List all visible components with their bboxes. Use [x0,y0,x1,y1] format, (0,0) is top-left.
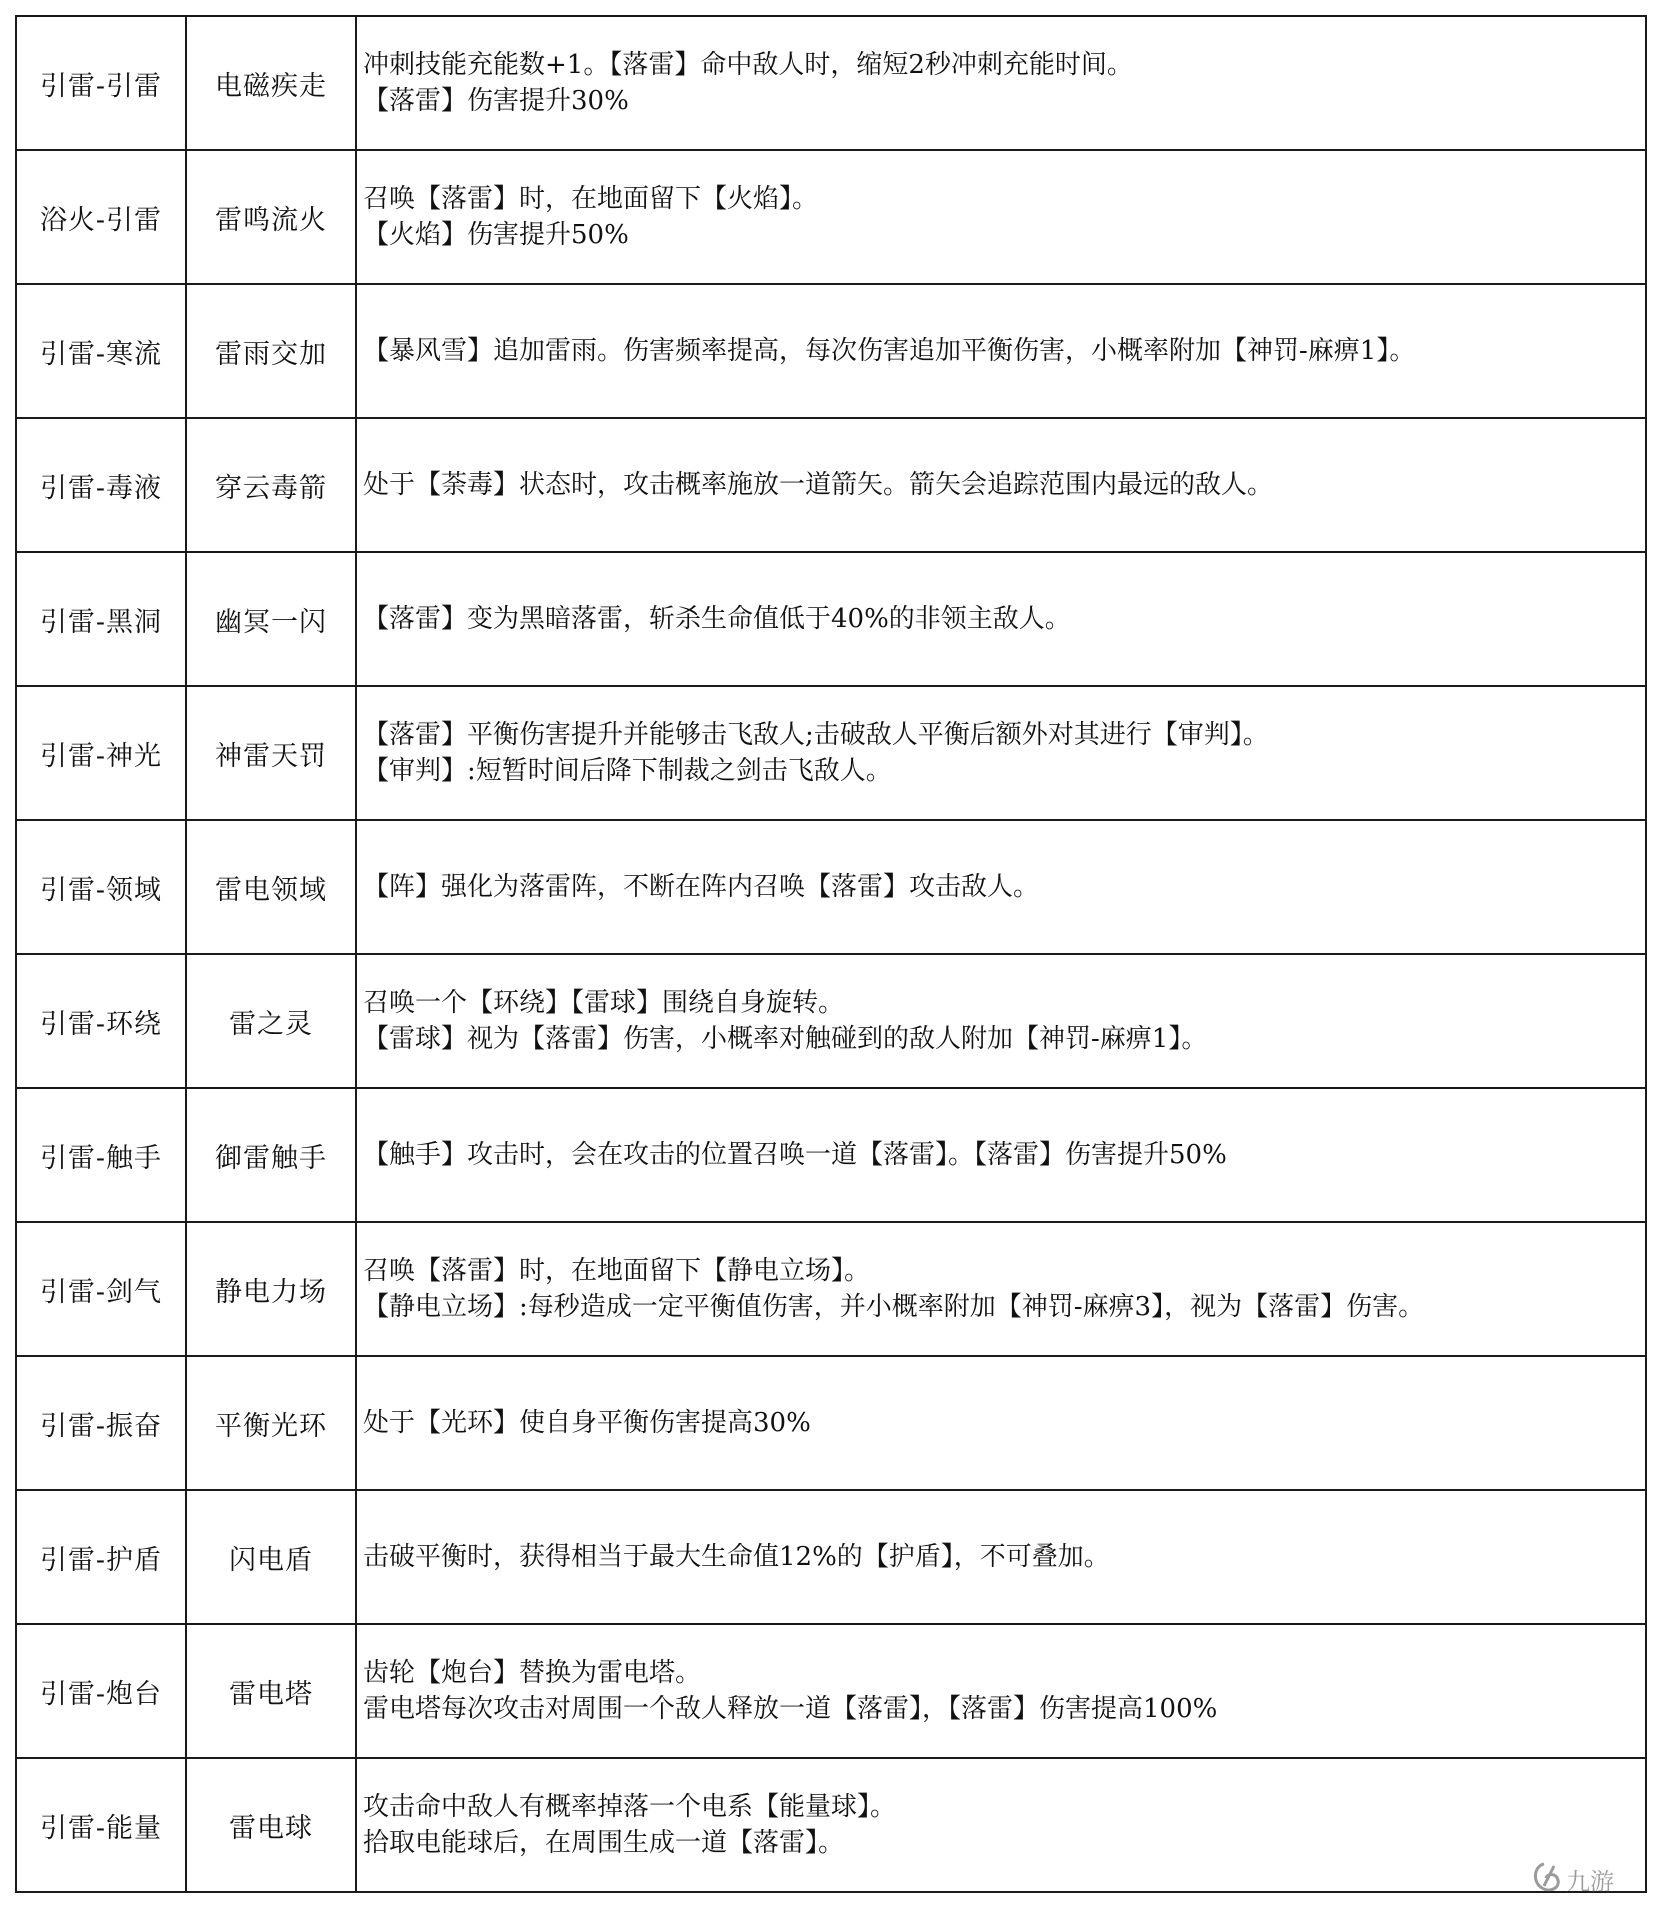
combo-cell: 浴火-引雷 [16,150,186,284]
skill-name-cell: 穿云毒箭 [186,418,356,552]
skill-name-cell: 闪电盾 [186,1490,356,1624]
table-row [16,1758,1646,1892]
skill-name-cell: 电磁疾走 [186,16,356,150]
description-line: 【审判】:短暂时间后降下制裁之剑击飞敌人。 [363,756,892,786]
description-cell [356,150,1646,284]
skill-name-cell: 神雷天罚 [186,686,356,820]
combo-cell: 引雷-引雷 [16,16,186,150]
description-cell [356,1490,1646,1624]
skill-name-cell: 雷电球 [186,1758,356,1892]
description-cell [356,552,1646,686]
skill-name-cell: 雷之灵 [186,954,356,1088]
description-cell [356,954,1646,1088]
skill-name-cell: 静电力场 [186,1222,356,1356]
description-line: 击破平衡时，获得相当于最大生命值12%的【护盾】，不可叠加。 [363,1542,1110,1572]
description-line: 攻击命中敌人有概率掉落一个电系【能量球】。 [363,1792,897,1822]
combo-cell: 引雷-环绕 [16,954,186,1088]
description-line: 召唤【落雷】时，在地面留下【火焰】。 [363,184,819,214]
description-line: 【雷球】视为【落雷】伤害，小概率对触碰到的敌人附加【神罚-麻痹1】。 [363,1024,1208,1054]
combo-table [15,15,1647,1893]
table-row [16,1624,1646,1758]
description-line: 【落雷】变为黑暗落雷，斩杀生命值低于40%的非领主敌人。 [363,604,1071,634]
description-line: 处于【光环】使自身平衡伤害提高30% [363,1408,811,1438]
description-line: 【阵】强化为落雷阵，不断在阵内召唤【落雷】攻击敌人。 [363,872,1040,902]
table-row [16,16,1646,150]
table-row [16,418,1646,552]
combo-cell: 引雷-毒液 [16,418,186,552]
description-line: 【静电立场】:每秒造成一定平衡值伤害，并小概率附加【神罚-麻痹3】，视为【落雷】伤害。 [363,1292,1425,1322]
nine-game-logo-icon [1530,1858,1640,1902]
description-line: 召唤【落雷】时，在地面留下【静电立场】。 [363,1256,871,1286]
description-line: 召唤一个【环绕】【雷球】围绕自身旋转。 [363,988,845,1018]
skill-name-cell: 御雷触手 [186,1088,356,1222]
skill-name-cell: 雷电领域 [186,820,356,954]
table-row [16,150,1646,284]
description-line: 【触手】攻击时，会在攻击的位置召唤一道【落雷】。【落雷】伤害提升50% [363,1140,1227,1170]
skill-name-cell: 幽冥一闪 [186,552,356,686]
combo-cell: 引雷-振奋 [16,1356,186,1490]
description-line: 【暴风雪】追加雷雨。伤害频率提高，每次伤害追加平衡伤害，小概率附加【神罚-麻痹1】。 [363,336,1416,366]
description-cell [356,284,1646,418]
description-line: 雷电塔每次攻击对周围一个敌人释放一道【落雷】，【落雷】伤害提高100% [363,1694,1218,1724]
skill-name-cell: 雷电塔 [186,1624,356,1758]
table-row [16,552,1646,686]
description-line: 【落雷】伤害提升30% [363,86,629,116]
combo-cell: 引雷-剑气 [16,1222,186,1356]
combo-table-body [16,16,1646,1892]
table-row [16,686,1646,820]
description-cell [356,418,1646,552]
description-line: 【火焰】伤害提升50% [363,220,629,250]
combo-cell: 引雷-神光 [16,686,186,820]
combo-cell: 引雷-触手 [16,1088,186,1222]
description-cell [356,686,1646,820]
combo-cell: 引雷-黑洞 [16,552,186,686]
table-row [16,1088,1646,1222]
table-row [16,1222,1646,1356]
description-cell [356,16,1646,150]
description-cell [356,820,1646,954]
combo-cell: 引雷-领域 [16,820,186,954]
description-cell [356,1758,1646,1892]
description-cell [356,1222,1646,1356]
description-cell [356,1356,1646,1490]
skill-name-cell: 平衡光环 [186,1356,356,1490]
table-row [16,284,1646,418]
combo-cell: 引雷-能量 [16,1758,186,1892]
table-row [16,820,1646,954]
combo-cell: 引雷-寒流 [16,284,186,418]
table-row [16,1490,1646,1624]
description-line: 齿轮【炮台】替换为雷电塔。 [363,1658,702,1688]
watermark-text: 九游 [1566,1868,1614,1896]
description-cell [356,1624,1646,1758]
skill-name-cell: 雷雨交加 [186,284,356,418]
description-line: 【落雷】平衡伤害提升并能够击飞敌人;击破敌人平衡后额外对其进行【审判】。 [363,720,1269,750]
description-line: 冲刺技能充能数+1。【落雷】命中敌人时，缩短2秒冲刺充能时间。 [363,50,1133,80]
table-row [16,954,1646,1088]
combo-cell: 引雷-炮台 [16,1624,186,1758]
description-line: 拾取电能球后，在周围生成一道【落雷】。 [363,1828,845,1858]
description-line: 处于【荼毒】状态时，攻击概率施放一道箭矢。箭矢会追踪范围内最远的敌人。 [363,470,1274,500]
skill-name-cell: 雷鸣流火 [186,150,356,284]
combo-cell: 引雷-护盾 [16,1490,186,1624]
table-row [16,1356,1646,1490]
description-cell [356,1088,1646,1222]
